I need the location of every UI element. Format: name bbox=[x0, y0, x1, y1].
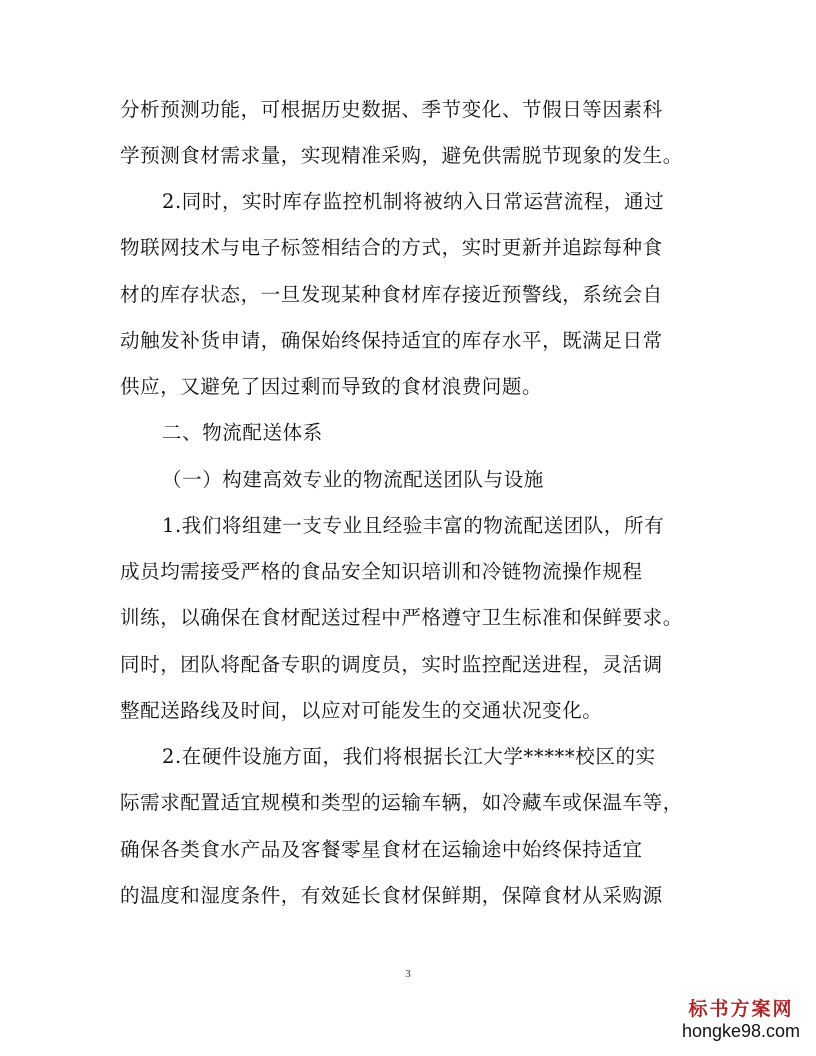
watermark-brand: 标书方案网 bbox=[688, 998, 794, 1020]
page-number: 3 bbox=[405, 968, 411, 980]
body-line: 学预测食材需求量，实现精准采购，避免供需脱节现象的发生。 bbox=[120, 144, 683, 167]
subsection-heading: （一）构建高效专业的物流配送团队与设施 bbox=[162, 468, 544, 491]
body-line: 动触发补货申请，确保始终保持适宜的库存水平，既满足日常 bbox=[120, 329, 663, 352]
body-line: 1.我们将组建一支专业且经验丰富的物流配送团队，所有 bbox=[162, 514, 665, 537]
body-line: 2.同时，实时库存监控机制将被纳入日常运营流程，通过 bbox=[162, 190, 665, 213]
body-line: 供应，又避免了因过剩而导致的食材浪费问题。 bbox=[120, 375, 543, 398]
body-line: 的温度和湿度条件，有效延长食材保鲜期，保障食材从采购源 bbox=[120, 884, 663, 907]
body-line: 成员均需接受严格的食品安全知识培训和冷链物流操作规程 bbox=[120, 560, 643, 583]
watermark-url: hongke98.com bbox=[681, 1021, 801, 1041]
body-line: 分析预测功能，可根据历史数据、季节变化、节假日等因素科 bbox=[120, 98, 663, 121]
body-line: 训练，以确保在食材配送过程中严格遵守卫生标准和保鲜要求。 bbox=[120, 606, 683, 629]
body-line: 材的库存状态，一旦发现某种食材库存接近预警线，系统会自 bbox=[120, 283, 663, 306]
body-line: 2.在硬件设施方面，我们将根据长江大学*****校区的实 bbox=[162, 745, 656, 768]
body-line: 确保各类食水产品及客餐零星食材在运输途中始终保持适宜 bbox=[120, 838, 643, 861]
body-line: 物联网技术与电子标签相结合的方式，实时更新并追踪每种食 bbox=[120, 236, 663, 259]
section-heading: 二、物流配送体系 bbox=[162, 421, 323, 444]
body-line: 同时，团队将配备专职的调度员，实时监控配送进程，灵活调 bbox=[120, 653, 663, 676]
body-line: 整配送路线及时间，以应对可能发生的交通状况变化。 bbox=[120, 699, 603, 722]
body-line: 际需求配置适宜规模和类型的运输车辆，如冷藏车或保温车等， bbox=[120, 791, 683, 814]
watermark bbox=[676, 998, 806, 1042]
